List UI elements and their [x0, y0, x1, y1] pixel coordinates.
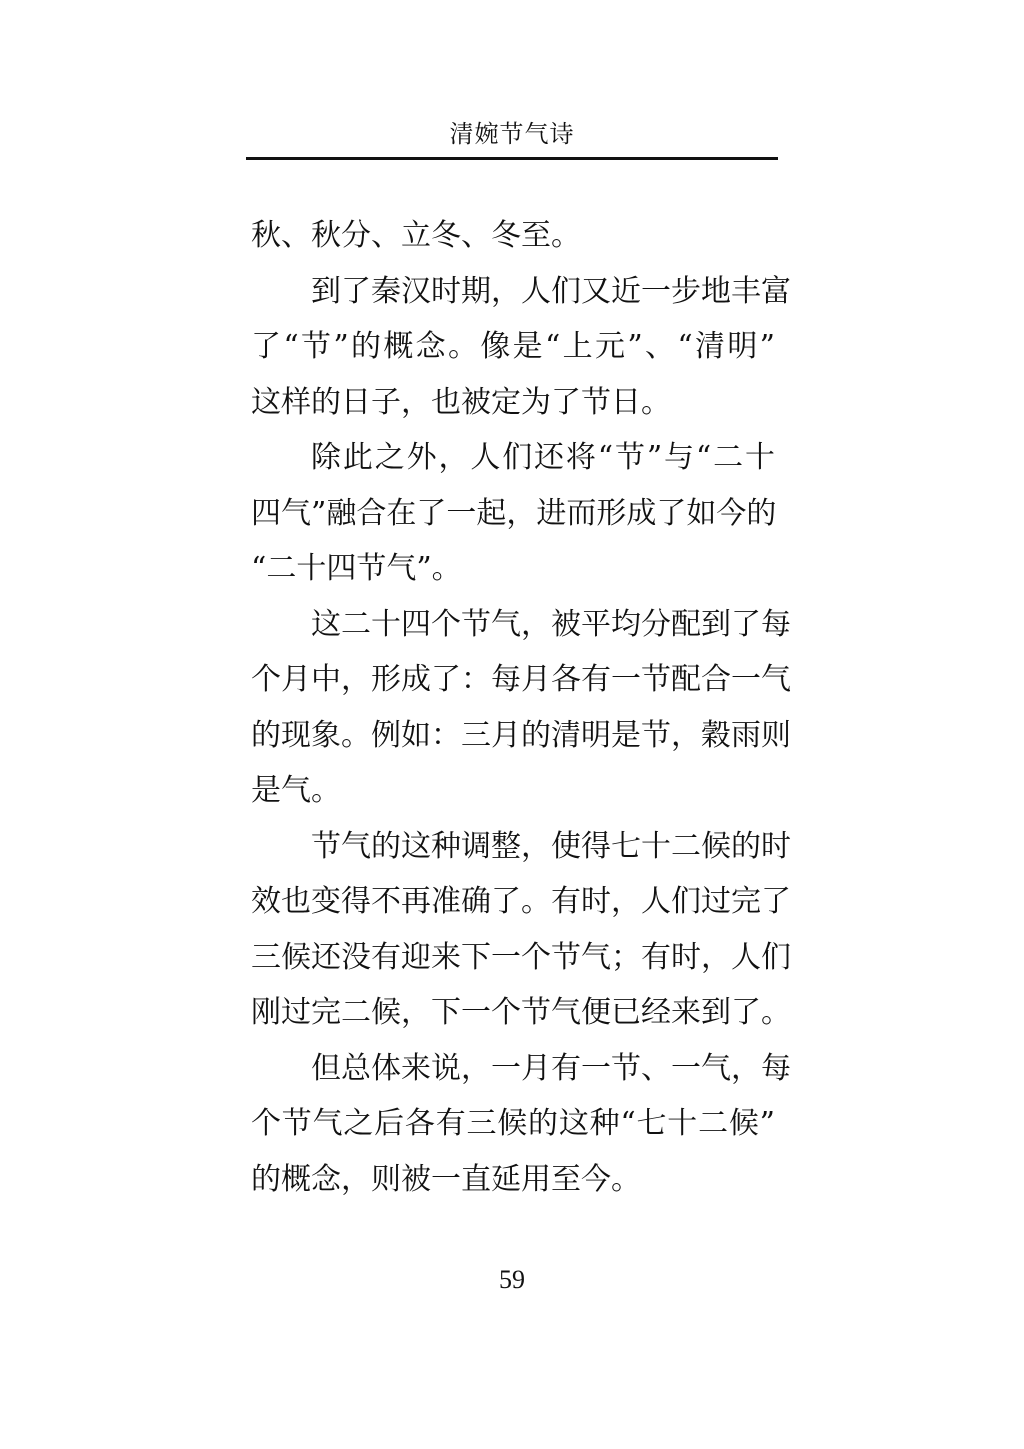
text-line: 除此之外，人们还将“节”与“二十: [311, 440, 775, 475]
text-line: 刚过完二候，下一个节气便已经来到了。: [251, 995, 791, 1030]
text-line: 节气的这种调整，使得七十二候的时: [311, 828, 791, 864]
text-line: 的概念，则被一直延用至今。: [251, 1161, 641, 1197]
page-number: 59: [499, 1265, 525, 1294]
running-header-title: 清婉节气诗: [449, 120, 575, 148]
text-line: 的现象。例如：三月的清明是节，穀雨则: [251, 717, 791, 753]
text-line: 效也变得不再准确了。有时，人们过完了: [251, 884, 791, 919]
text-line: 到了秦汉时期，人们又近一步地丰富: [311, 273, 791, 309]
text-line: 了“节”的概念。像是“上元”、“清明”: [251, 329, 775, 364]
text-line: 秋、秋分、立冬、冬至。: [251, 218, 581, 253]
text-line: 三候还没有迎来下一个节气；有时，人们: [251, 939, 791, 975]
text-line: 是气。: [251, 773, 341, 808]
text-line: 个节气之后各有三候的这种“七十二候”: [251, 1106, 775, 1141]
header-rule: [246, 157, 778, 160]
body-text: [251, 208, 791, 1207]
text-line: 这二十四个节气，被平均分配到了每: [311, 606, 791, 642]
text-line: 这样的日子，也被定为了节日。: [251, 384, 671, 420]
text-line: 但总体来说，一月有一节、一气，每: [311, 1050, 791, 1086]
text-line: 个月中，形成了：每月各有一节配合一气: [251, 662, 791, 697]
text-line: 四气”融合在了一起，进而形成了如今的: [251, 495, 777, 531]
text-line: “二十四节气”。: [251, 551, 462, 586]
